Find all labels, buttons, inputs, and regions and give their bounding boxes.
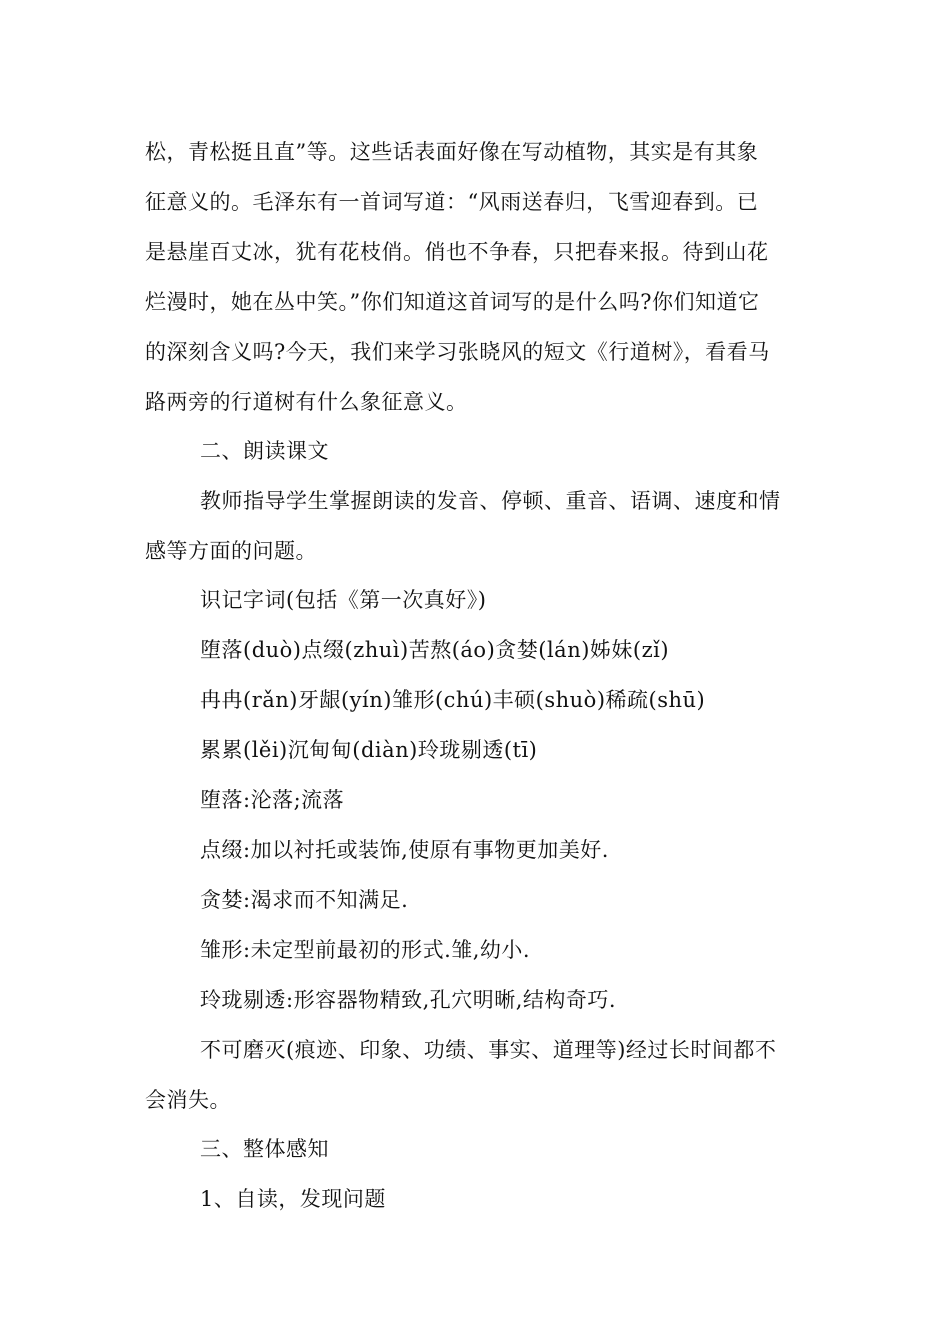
vocabulary-line: 冉冉(rǎn)牙龈(yín)雏形(chú)丰硕(shuò)稀疏(shū)	[200, 688, 706, 712]
text-line: 识记字词(包括《第一次真好》)	[200, 588, 487, 612]
vocabulary-line: 堕落(duò)点缀(zhuì)苦熬(áo)贪婪(lán)姊妹(zǐ)	[200, 638, 670, 662]
text-line: 松，青松挺且直”等。这些话表面好像在写动植物，其实是有其象	[145, 140, 759, 164]
text-line: 路两旁的行道树有什么象征意义。	[145, 390, 468, 414]
definition-line: 雏形:未定型前最初的形式.雏,幼小.	[200, 938, 531, 962]
definition-line: 堕落:沦落;流落	[200, 788, 345, 812]
definition-line: 点缀:加以衬托或装饰,使原有事物更加美好.	[200, 838, 609, 862]
text-line: 感等方面的问题。	[145, 539, 317, 563]
text-line: 1、自读，发现问题	[200, 1187, 386, 1211]
definition-line: 玲珑剔透:形容器物精致,孔穴明晰,结构奇巧.	[200, 988, 617, 1012]
section-heading: 三、整体感知	[200, 1137, 329, 1161]
text-line: 教师指导学生掌握朗读的发音、停顿、重音、语调、速度和情	[200, 489, 781, 513]
vocabulary-line: 累累(lěi)沉甸甸(diàn)玲珑剔透(tī)	[200, 738, 538, 762]
text-line: 是悬崖百丈冰，犹有花枝俏。俏也不争春，只把春来报。待到山花	[145, 240, 769, 264]
definition-line: 不可磨灭(痕迹、印象、功绩、事实、道理等)经过长时间都不	[200, 1038, 777, 1062]
text-line: 的深刻含义吗?今天，我们来学习张晓风的短文《行道树》，看看马	[145, 340, 770, 364]
definition-line: 贪婪:渴求而不知满足.	[200, 888, 409, 912]
text-line: 征意义的。毛泽东有一首词写道：“风雨送春归，飞雪迎春到。已	[145, 190, 759, 214]
text-line: 会消失。	[145, 1088, 231, 1112]
text-line: 烂漫时，她在丛中笑。”你们知道这首词写的是什么吗?你们知道它	[145, 290, 760, 314]
section-heading: 二、朗读课文	[200, 439, 329, 463]
